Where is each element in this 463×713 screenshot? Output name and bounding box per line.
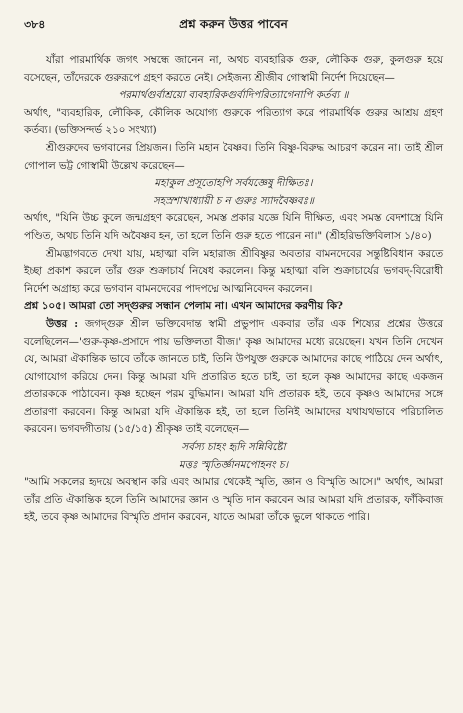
page-header — [24, 14, 443, 34]
paragraph: শ্রীমদ্ভাগবতে দেখা যায়, মহাত্মা বলি মহারাজ শ্রীবিষ্ণুর অবতার বামনদেবের সন্তুষ্টিবিধান করতে ইচ্ছা প্রকাশ করলে তাঁর গুরু শুক্রাচার্য নিষেধ করলেন। কিন্তু মহাত্মা বলি শুক্রাচার্যের ভগবদ্-বিরোধী নির্দেশ অগ্রাহ্য করে ভগবান বামনদেবের পাদপদ্মে আত্মনিবেদন করলেন। — [24, 247, 443, 295]
page-number: ৩৮৪ — [24, 18, 46, 31]
verse: সর্বস্য চাহং হৃদি সন্নিবিষ্টো — [181, 441, 286, 454]
question-text: আমরা তো সদ্গুরুর সন্ধান পেলাম না। এখন আমাদের করণীয় কি? — [69, 300, 343, 313]
verse: মহাকুল প্রসূতোহপি সর্বযজ্ঞেষু দীক্ষিতঃ। — [154, 177, 313, 190]
running-title: প্রশ্ন করুন উত্তর পাবেন — [179, 17, 288, 31]
paragraph: যাঁরা পারমার্থিক জগৎ সম্বন্ধে জানেন না, অথচ ব্যবহারিক গুরু, লৌকিক গুরু, কুলগুরু হয়ে বসেছেন, তাঁদেরকে গুরুরূপে গ্রহণ করতে নেই। সেইজন্য শ্রীজীব গোস্বামী নির্দেশ দিয়েছেন— — [24, 54, 443, 84]
verse: সহস্রশাখাধ্যায়ী চ ন গুরুঃ স্যাদবৈষ্ণবঃ॥ — [153, 194, 314, 207]
paragraph: অর্থাৎ, "ব্যবহারিক, লৌকিক, কৌলিক অযোগ্য গুরুকে পরিত্যাগ করে পারমার্থিক গুরুর আশ্রয় গ্রহণ কর্তব্য। (ভক্তিসন্দর্ভ ২১০ সংখ্যা) — [24, 106, 443, 137]
question-label: প্রশ্ন ১০৫। — [24, 300, 66, 313]
verse: পরমার্থগুর্বাশ্রয়ো ব্যবহারিকগুর্বাদিপরিত্যাগেনাপি কর্তব্য ॥ — [118, 89, 349, 102]
paragraph: অর্থাৎ, "যিনি উচ্চ কুলে জন্মগ্রহণ করেছেন, সমস্ত প্রকার যজ্ঞে যিনি দীক্ষিত, এবং সমস্ত বেদশাস্ত্রে যিনি পণ্ডিত, অথচ তিনি যদি অবৈষ্ণব হন, তা হলে তিনি গুরু হতে পারেন না।" (শ্রীহরিভক্তিবিলাস ১/৪০) — [24, 212, 443, 242]
question — [24, 298, 443, 316]
answer — [24, 316, 443, 439]
page-body — [24, 52, 443, 527]
answer-label: উত্তর : — [46, 317, 79, 330]
verse: মত্তঃ স্মৃতির্জ্ঞানমপোহনং চ। — [178, 458, 289, 471]
answer-text: জগদ্গুরু শ্রীল ভক্তিবেদান্ত স্বামী প্রভুপাদ একবার তাঁর এক শিষ্যের প্রশ্নের উত্তরে বলেছিলেন—'গুরু-কৃষ্ণ-প্রসাদে পায় ভক্তিলতা বীজ।' কৃষ্ণ আমাদের মধ্যে রয়েছেন। যখন তিনি দেখেন যে, আমরা ঐকান্তিক ভাবে তাঁকে জানতে চাই, তিনি উপযুক্ত গুরুকে আমাদের কাছে পাঠিয়ে দেন অর্থাৎ, যোগাযোগ করিয়ে দেন। কিন্তু আমরা যদি প্রতারিত হতে চাই, তা হলে কৃষ্ণ আমাদের কাছে একজন প্রতারককে পাঠাবেন। কৃষ্ণ হচ্ছেন পরম বুদ্ধিমান। আমরা যদি প্রতারক হই, তবে কৃষ্ণও আমাদের সঙ্গে প্রতারণা করবেন। কিন্তু আমরা যদি ঐকান্তিক হই, তা হলে তিনিই আমাদের যথাযথভাবে পরিচালিত করবেন। ভগবদ্গীতায় (১৫/১৫) শ্রীকৃষ্ণ তাই বলেছেন— — [24, 317, 444, 436]
paragraph: শ্রীগুরুদেব ভগবানের প্রিয়জন। তিনি মহান বৈষ্ণব। তিনি বিষ্ণু-বিরুদ্ধ আচরণ করেন না। তাই শ্রীল গোপাল ভট্ট গোস্বামী উল্লেখ করেছেন— — [24, 141, 443, 172]
paragraph: "আমি সকলের হৃদয়ে অবস্থান করি এবং আমার থেকেই স্মৃতি, জ্ঞান ও বিস্মৃতি আসে।" অর্থাৎ, আমরা তাঁর প্রতি ঐকান্তিক হলে তিনি আমাদের জ্ঞান ও স্মৃতি দান করবেন আর আমরা যদি প্রতারক, ফাঁকিবাজ হই, তবে কৃষ্ণ আমাদের বিস্মৃতি প্রদান করবেন, যাতে আমরা তাঁকে ভুলে থাকতে পারি। — [24, 476, 443, 524]
